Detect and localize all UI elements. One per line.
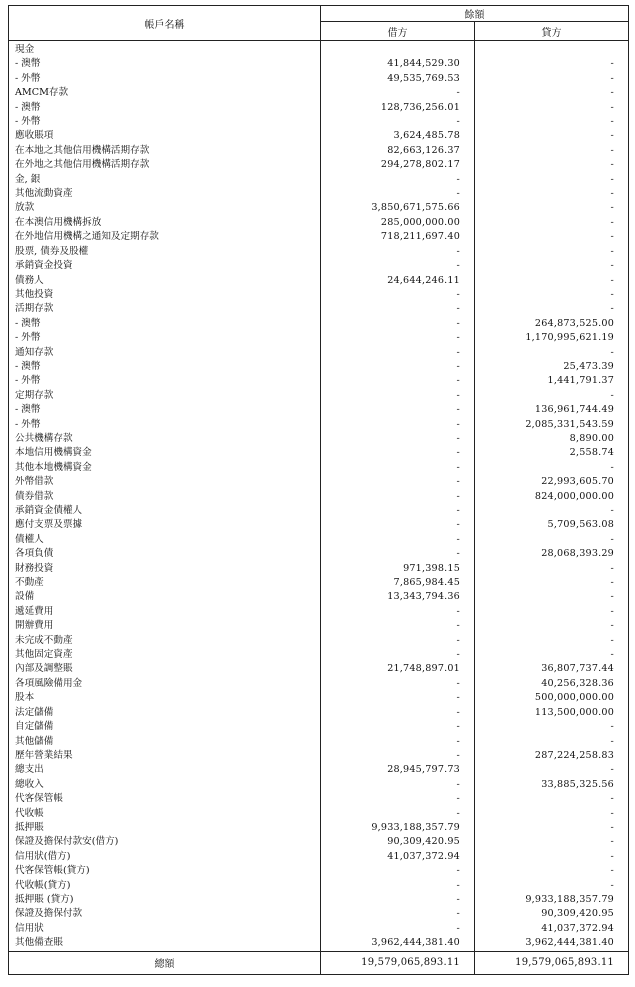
table-row (9, 504, 629, 518)
table-row (9, 763, 629, 777)
account-name-cell: 歷年營業結果 (9, 749, 321, 763)
account-name-cell: 其他儲備 (9, 735, 321, 749)
table-row (9, 619, 629, 633)
account-name-cell: AMCM存款 (9, 86, 321, 100)
table-row (9, 778, 629, 792)
account-name-cell: 其他備查賬 (9, 936, 321, 951)
table-row (9, 129, 629, 143)
debit-cell: - (321, 893, 475, 907)
debit-cell: 41,037,372.94 (321, 850, 475, 864)
credit-cell: - (475, 389, 629, 403)
credit-cell: 41,037,372.94 (475, 922, 629, 936)
credit-cell: - (475, 115, 629, 129)
credit-cell: - (475, 259, 629, 273)
debit-cell: - (321, 475, 475, 489)
account-name-cell: 不動產 (9, 576, 321, 590)
credit-cell: - (475, 807, 629, 821)
debit-cell: 24,644,246.11 (321, 274, 475, 288)
table-row (9, 216, 629, 230)
table-row (9, 446, 629, 460)
debit-cell: - (321, 735, 475, 749)
debit-cell: - (321, 360, 475, 374)
debit-cell: - (321, 533, 475, 547)
debit-cell: - (321, 648, 475, 662)
credit-cell: 90,309,420.95 (475, 907, 629, 921)
table-row (9, 735, 629, 749)
credit-cell: - (475, 835, 629, 849)
account-name-cell: 其他固定資產 (9, 648, 321, 662)
table-row (9, 418, 629, 432)
table-row (9, 86, 629, 100)
debit-cell: 3,850,671,575.66 (321, 201, 475, 215)
table-row (9, 461, 629, 475)
account-name-cell: 公共機構存款 (9, 432, 321, 446)
table-row (9, 850, 629, 864)
table-row (9, 907, 629, 921)
account-name-cell: 在本地之其他信用機構活期存款 (9, 144, 321, 158)
debit-cell: - (321, 259, 475, 273)
debit-cell: - (321, 619, 475, 633)
total-debit: 19,579,065,893.11 (321, 951, 475, 974)
table-row (9, 302, 629, 316)
account-name-cell: 內部及調整賬 (9, 662, 321, 676)
account-name-cell: 金, 銀 (9, 173, 321, 187)
table-row (9, 331, 629, 345)
credit-cell: 25,473.39 (475, 360, 629, 374)
credit-cell: - (475, 144, 629, 158)
account-name-cell: 承銷資金債權人 (9, 504, 321, 518)
debit-cell: - (321, 317, 475, 331)
table-row (9, 432, 629, 446)
account-name-cell: - 澳幣 (9, 317, 321, 331)
table-row (9, 677, 629, 691)
debit-cell: - (321, 864, 475, 878)
table-row (9, 346, 629, 360)
trial-balance-sheet (8, 5, 628, 975)
table-row (9, 490, 629, 504)
debit-cell: 49,535,769.53 (321, 72, 475, 86)
table-row (9, 547, 629, 561)
credit-cell: 8,890.00 (475, 432, 629, 446)
debit-cell: 28,945,797.73 (321, 763, 475, 777)
credit-cell: - (475, 245, 629, 259)
table-row (9, 158, 629, 172)
table-row (9, 475, 629, 489)
debit-cell: 3,624,485.78 (321, 129, 475, 143)
account-name-cell: 各項風險備用金 (9, 677, 321, 691)
debit-cell: - (321, 86, 475, 100)
credit-cell: 1,441,791.37 (475, 374, 629, 388)
account-name-cell: 通知存款 (9, 346, 321, 360)
credit-cell: - (475, 346, 629, 360)
account-name-cell: 財務投資 (9, 562, 321, 576)
table-row (9, 792, 629, 806)
account-name-cell: 遞延費用 (9, 605, 321, 619)
table-row (9, 72, 629, 86)
credit-cell: 22,993,605.70 (475, 475, 629, 489)
table-row (9, 144, 629, 158)
credit-cell: - (475, 57, 629, 71)
debit-cell: - (321, 187, 475, 201)
account-name-cell: 總收入 (9, 778, 321, 792)
account-name-cell: 未完成不動產 (9, 634, 321, 648)
account-name-cell: - 澳幣 (9, 101, 321, 115)
credit-cell: 28,068,393.29 (475, 547, 629, 561)
credit-cell: - (475, 201, 629, 215)
credit-cell: 9,933,188,357.79 (475, 893, 629, 907)
account-name-cell: 活期存款 (9, 302, 321, 316)
account-name-cell: 債務人 (9, 274, 321, 288)
balance-header: 餘額 (321, 6, 629, 22)
account-name-cell: 債權人 (9, 533, 321, 547)
account-name-cell: 代客保管帳 (9, 792, 321, 806)
credit-cell: 136,961,744.49 (475, 403, 629, 417)
table-row (9, 590, 629, 604)
debit-cell: 13,343,794.36 (321, 590, 475, 604)
table-row (9, 101, 629, 115)
account-name-cell: 應收賬項 (9, 129, 321, 143)
account-name-cell: 設備 (9, 590, 321, 604)
account-name-cell: 其他流動資產 (9, 187, 321, 201)
table-header (9, 6, 629, 41)
account-name-header: 帳戶名稱 (9, 6, 321, 41)
table-row (9, 230, 629, 244)
debit-cell: - (321, 518, 475, 532)
debit-cell: - (321, 346, 475, 360)
credit-cell: - (475, 879, 629, 893)
credit-cell: - (475, 792, 629, 806)
account-name-cell: 信用狀 (9, 922, 321, 936)
account-name-cell: 債券借款 (9, 490, 321, 504)
account-name-cell: 應付支票及票據 (9, 518, 321, 532)
table-row (9, 576, 629, 590)
credit-header: 貸方 (475, 22, 629, 41)
account-name-cell: 本地信用機構資金 (9, 446, 321, 460)
debit-cell: - (321, 605, 475, 619)
debit-cell: - (321, 778, 475, 792)
account-name-cell: 放款 (9, 201, 321, 215)
table-row (9, 879, 629, 893)
total-row (9, 951, 629, 974)
table-row (9, 936, 629, 951)
debit-cell: - (321, 432, 475, 446)
debit-cell: - (321, 634, 475, 648)
debit-cell: - (321, 403, 475, 417)
table-footer (9, 951, 629, 974)
table-row (9, 648, 629, 662)
account-name-cell: 抵押賬 (貸方) (9, 893, 321, 907)
credit-cell: - (475, 821, 629, 835)
debit-cell: - (321, 418, 475, 432)
debit-cell (321, 41, 475, 58)
account-name-cell: - 澳幣 (9, 360, 321, 374)
credit-cell: 824,000,000.00 (475, 490, 629, 504)
credit-cell: - (475, 763, 629, 777)
account-name-cell: 在外地信用機構之通知及定期存款 (9, 230, 321, 244)
table-row (9, 518, 629, 532)
debit-cell: 41,844,529.30 (321, 57, 475, 71)
table-row (9, 201, 629, 215)
credit-cell (475, 41, 629, 58)
table-row (9, 245, 629, 259)
account-name-cell: 股本 (9, 691, 321, 705)
debit-cell: - (321, 720, 475, 734)
debit-cell: 7,865,984.45 (321, 576, 475, 590)
table-row (9, 259, 629, 273)
debit-cell: - (321, 288, 475, 302)
debit-cell: 82,663,126.37 (321, 144, 475, 158)
table-row (9, 41, 629, 58)
credit-cell: - (475, 605, 629, 619)
credit-cell: 33,885,325.56 (475, 778, 629, 792)
table-row (9, 533, 629, 547)
table-row (9, 807, 629, 821)
credit-cell: - (475, 274, 629, 288)
debit-cell: - (321, 446, 475, 460)
credit-cell: 500,000,000.00 (475, 691, 629, 705)
credit-cell: - (475, 590, 629, 604)
credit-cell: - (475, 101, 629, 115)
table-row (9, 57, 629, 71)
debit-header: 借方 (321, 22, 475, 41)
table-body (9, 41, 629, 952)
credit-cell: - (475, 158, 629, 172)
credit-cell: - (475, 562, 629, 576)
account-name-cell: 外幣借款 (9, 475, 321, 489)
table-row (9, 706, 629, 720)
credit-cell: 2,085,331,543.59 (475, 418, 629, 432)
account-name-cell: 代客保管帳(貸方) (9, 864, 321, 878)
account-name-cell: 在本澳信用機構拆放 (9, 216, 321, 230)
debit-cell: - (321, 302, 475, 316)
account-name-cell: 開辦費用 (9, 619, 321, 633)
table-row (9, 374, 629, 388)
debit-cell: - (321, 677, 475, 691)
table-row (9, 274, 629, 288)
credit-cell: - (475, 648, 629, 662)
debit-cell: - (321, 879, 475, 893)
account-name-cell: 在外地之其他信用機構活期存款 (9, 158, 321, 172)
debit-cell: 718,211,697.40 (321, 230, 475, 244)
account-name-cell: 各項負債 (9, 547, 321, 561)
account-name-cell: 其他投資 (9, 288, 321, 302)
account-name-cell: - 澳幣 (9, 403, 321, 417)
debit-cell: - (321, 749, 475, 763)
credit-cell: - (475, 720, 629, 734)
account-name-cell: 法定儲備 (9, 706, 321, 720)
credit-cell: - (475, 230, 629, 244)
debit-cell: - (321, 807, 475, 821)
table-row (9, 288, 629, 302)
debit-cell: 9,933,188,357.79 (321, 821, 475, 835)
total-label: 總額 (9, 951, 321, 974)
table-row (9, 605, 629, 619)
credit-cell: - (475, 288, 629, 302)
debit-cell: 21,748,897.01 (321, 662, 475, 676)
credit-cell: - (475, 86, 629, 100)
account-name-cell: - 外幣 (9, 331, 321, 345)
debit-cell: - (321, 907, 475, 921)
debit-cell: - (321, 706, 475, 720)
credit-cell: 5,709,563.08 (475, 518, 629, 532)
debit-cell: - (321, 547, 475, 561)
table-row (9, 720, 629, 734)
credit-cell: - (475, 216, 629, 230)
debit-cell: - (321, 461, 475, 475)
account-name-cell: 定期存款 (9, 389, 321, 403)
credit-cell: - (475, 634, 629, 648)
debit-cell: 3,962,444,381.40 (321, 936, 475, 951)
total-credit: 19,579,065,893.11 (475, 951, 629, 974)
account-name-cell: 保證及擔保付款 (9, 907, 321, 921)
account-name-cell: 代收帳 (9, 807, 321, 821)
account-name-cell: 信用狀(借方) (9, 850, 321, 864)
account-name-cell: 現金 (9, 41, 321, 58)
account-name-cell: - 外幣 (9, 115, 321, 129)
table-row (9, 403, 629, 417)
debit-cell: - (321, 173, 475, 187)
credit-cell: - (475, 187, 629, 201)
account-name-cell: 承銷資金投資 (9, 259, 321, 273)
debit-cell: 971,398.15 (321, 562, 475, 576)
table-row (9, 173, 629, 187)
account-name-cell: 代收帳(貸方) (9, 879, 321, 893)
credit-cell: - (475, 72, 629, 86)
table-row (9, 187, 629, 201)
credit-cell: - (475, 173, 629, 187)
table-row (9, 893, 629, 907)
debit-cell: 128,736,256.01 (321, 101, 475, 115)
debit-cell: - (321, 691, 475, 705)
table-row (9, 360, 629, 374)
debit-cell: - (321, 792, 475, 806)
credit-cell: - (475, 735, 629, 749)
credit-cell: 264,873,525.00 (475, 317, 629, 331)
debit-cell: - (321, 922, 475, 936)
credit-cell: 3,962,444,381.40 (475, 936, 629, 951)
account-name-cell: - 外幣 (9, 72, 321, 86)
credit-cell: 2,558.74 (475, 446, 629, 460)
debit-cell: - (321, 245, 475, 259)
credit-cell: 1,170,995,621.19 (475, 331, 629, 345)
credit-cell: 36,807,737.44 (475, 662, 629, 676)
credit-cell: 113,500,000.00 (475, 706, 629, 720)
table-row (9, 691, 629, 705)
debit-cell: - (321, 504, 475, 518)
debit-cell: - (321, 389, 475, 403)
debit-cell: 90,309,420.95 (321, 835, 475, 849)
credit-cell: 40,256,328.36 (475, 677, 629, 691)
debit-cell: 285,000,000.00 (321, 216, 475, 230)
account-name-cell: 其他本地機構資金 (9, 461, 321, 475)
table-row (9, 749, 629, 763)
credit-cell: - (475, 302, 629, 316)
trial-balance-table (8, 5, 629, 975)
credit-cell: - (475, 504, 629, 518)
account-name-cell: - 外幣 (9, 374, 321, 388)
account-name-cell: - 澳幣 (9, 57, 321, 71)
credit-cell: - (475, 533, 629, 547)
account-name-cell: 股票, 債券及股權 (9, 245, 321, 259)
credit-cell: 287,224,258.83 (475, 749, 629, 763)
table-row (9, 389, 629, 403)
credit-cell: - (475, 129, 629, 143)
table-row (9, 562, 629, 576)
table-row (9, 115, 629, 129)
debit-cell: 294,278,802.17 (321, 158, 475, 172)
credit-cell: - (475, 576, 629, 590)
table-row (9, 821, 629, 835)
table-row (9, 662, 629, 676)
account-name-cell: 自定儲備 (9, 720, 321, 734)
table-row (9, 634, 629, 648)
table-row (9, 922, 629, 936)
account-name-cell: 保證及擔保付款安(借方) (9, 835, 321, 849)
table-row (9, 317, 629, 331)
debit-cell: - (321, 331, 475, 345)
account-name-cell: 總支出 (9, 763, 321, 777)
debit-cell: - (321, 115, 475, 129)
account-name-cell: - 外幣 (9, 418, 321, 432)
table-row (9, 835, 629, 849)
debit-cell: - (321, 374, 475, 388)
credit-cell: - (475, 461, 629, 475)
credit-cell: - (475, 619, 629, 633)
debit-cell: - (321, 490, 475, 504)
table-row (9, 864, 629, 878)
credit-cell: - (475, 864, 629, 878)
account-name-cell: 抵押賬 (9, 821, 321, 835)
credit-cell: - (475, 850, 629, 864)
